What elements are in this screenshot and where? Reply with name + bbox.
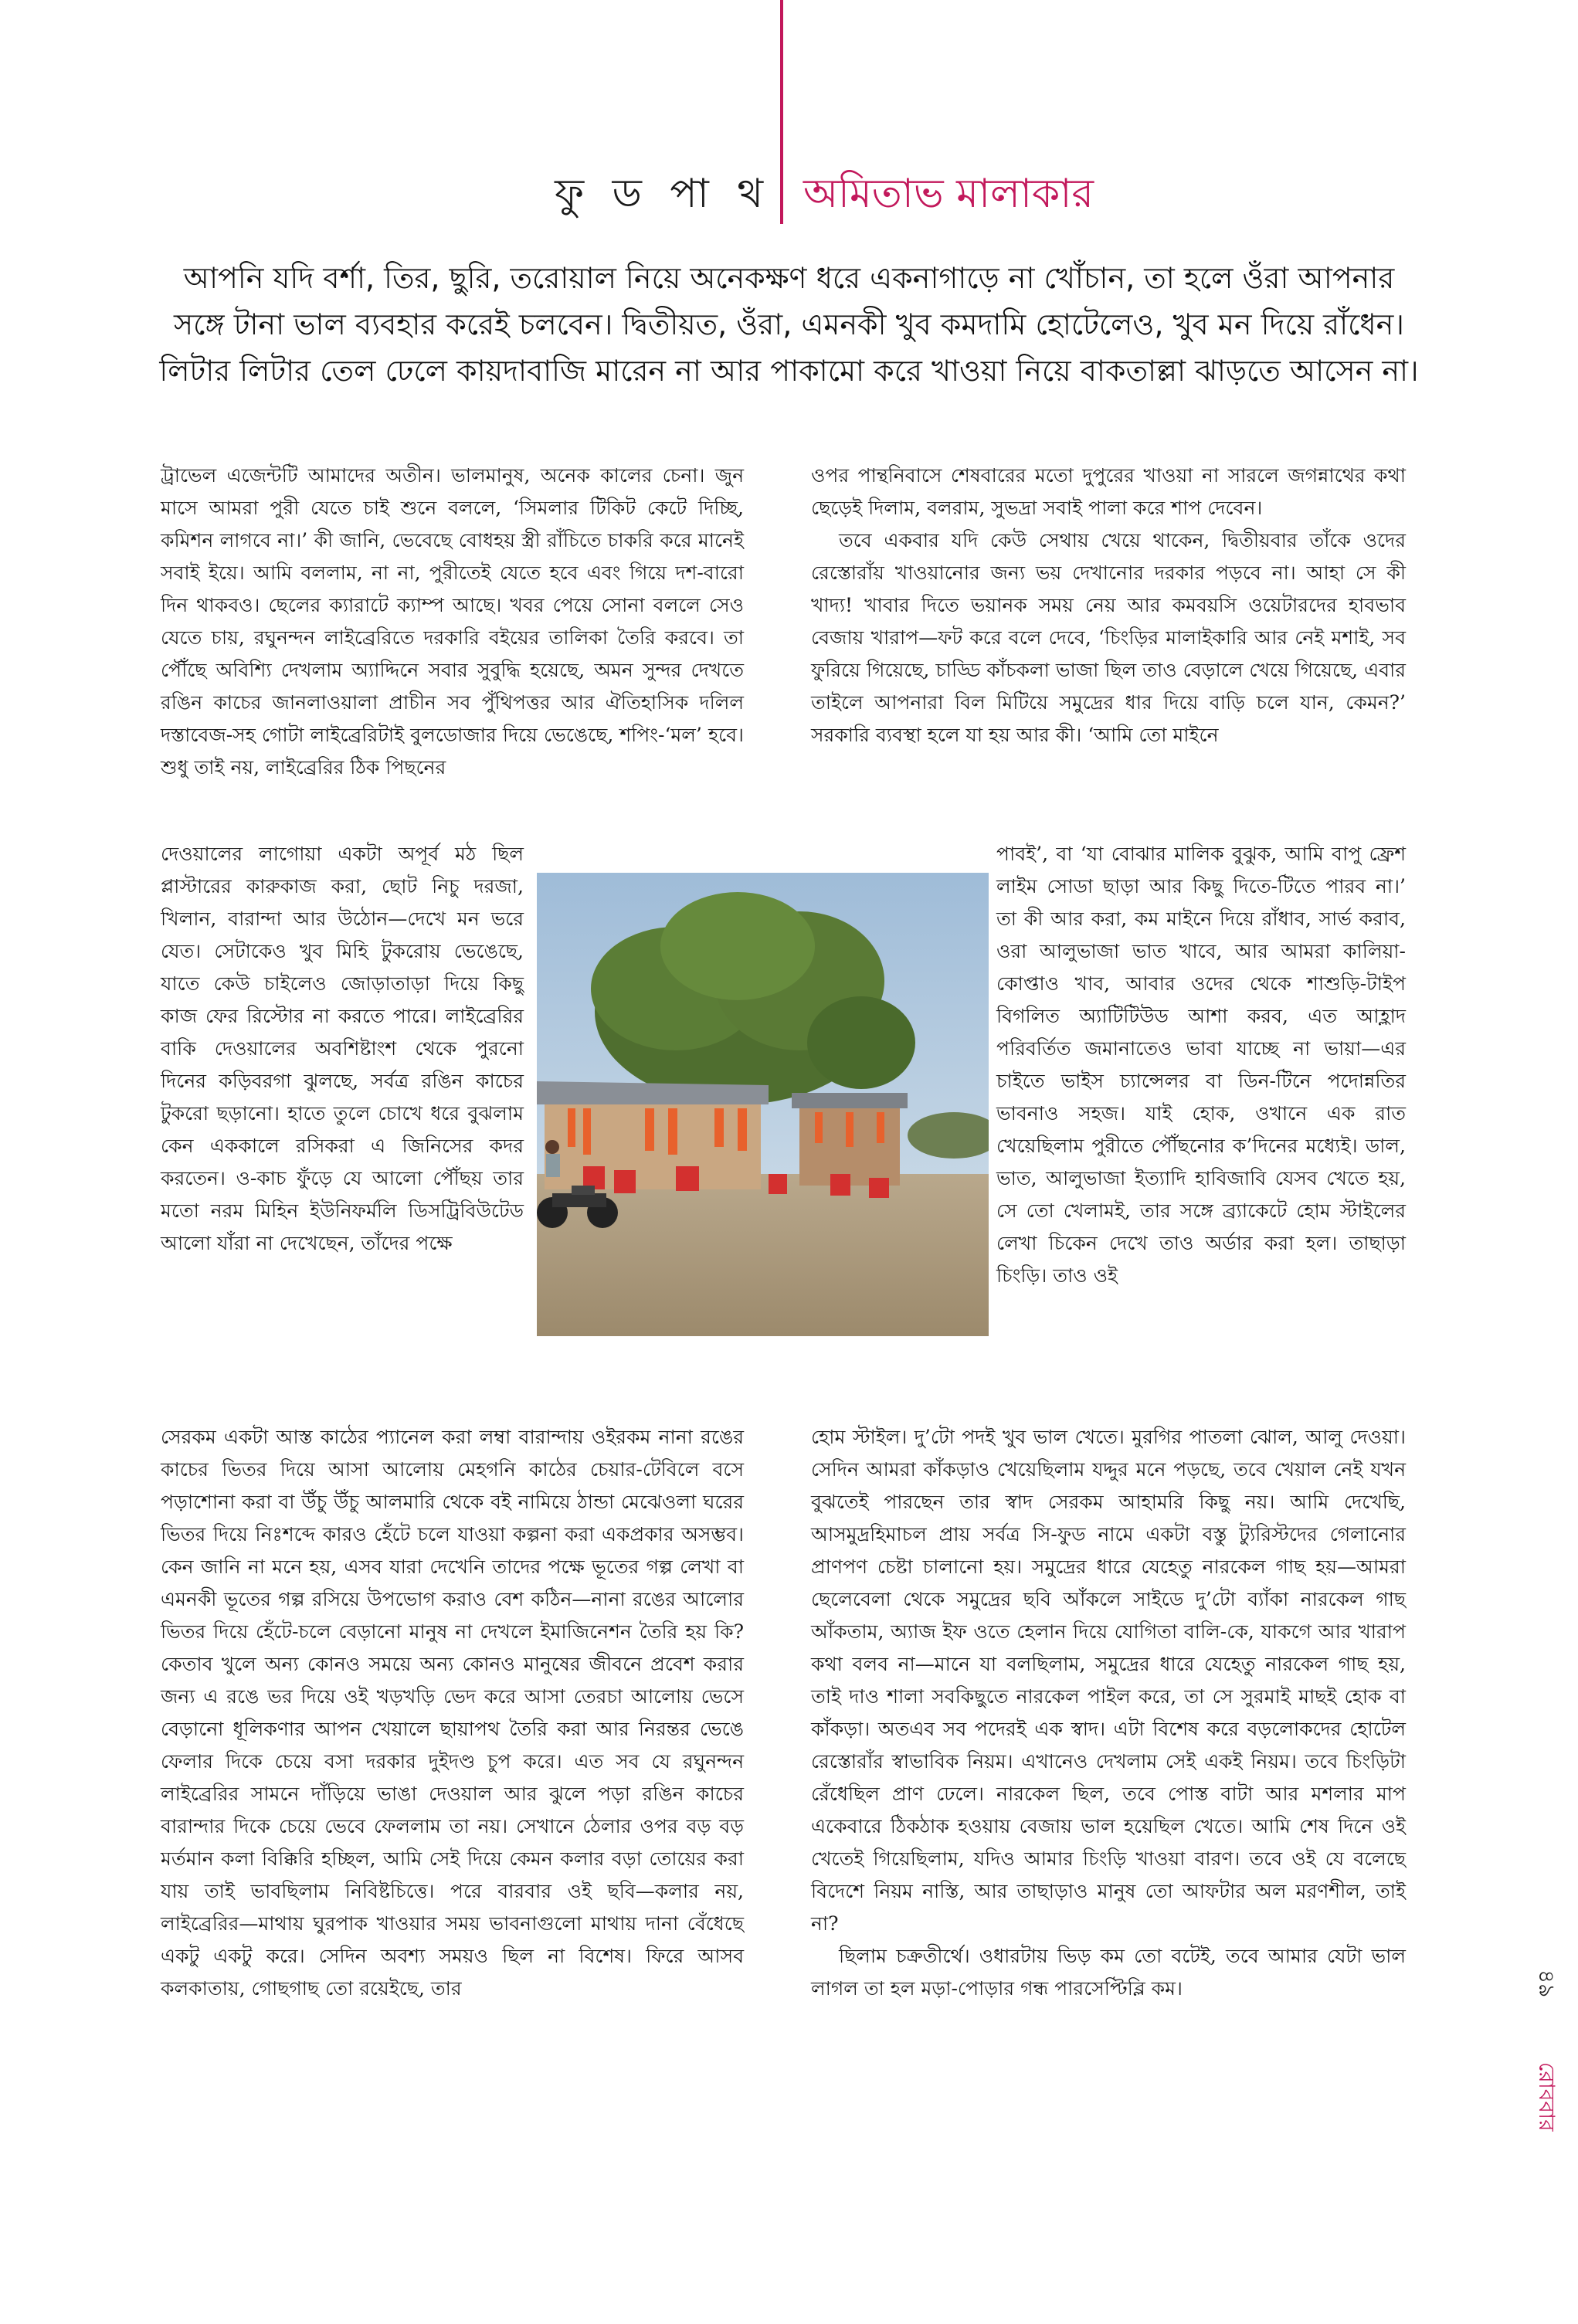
- author-name: অমিতাভ মালাকার: [803, 171, 1094, 217]
- paragraph: হোম স্টাইল। দু’টো পদই খুব ভাল খেতে। মুরগির পাতলা ঝোল, আলু দেওয়া। সেদিন আমরা কাঁকড়াও খেয়েছিলাম যদ্দুর মনে পড়ছে, তবে খেয়াল নেই যখন বুঝতেই পারছেন তার স্বাদ সেরকম আহামরি কিছু নয়। আমি দেখেছি, আসমুদ্রহিমাচল প্রায় সর্বত্র সি-ফুড নামে একটা বস্তু ট্যুরিস্টদের গেলানোর প্রাণপণ চেষ্টা চালানো হয়। সমুদ্রের ধারে যেহেতু নারকেল গাছ হয়—আমরা ছেলেবেলা থেকে সমুদ্রের ছবি আঁকলে সাইডে দু’টো ব্যাঁকা নারকেল গাছ আঁকতাম, অ্যাজ ইফ ওতে হেলান দিয়ে যোগিতা বালি-কে, যাকগে আর খারাপ কথা বলব না—মানে যা বলছিলাম, সমুদ্রের ধারে যেহেতু নারকেল গাছ হয়, তাই দাও শালা সবকিছুতে নারকেল পাইল করে, তা সে সুরমাই মাছই হোক বা কাঁকড়া। অতএব সব পদেরই এক স্বাদ। এটা বিশেষ করে বড়লোকদের হোটেল রেস্তোরাঁর স্বাভাবিক নিয়ম। এখানেও দেখলাম সেই একই নিয়ম। তবে চিংড়িটা রেঁধেছিল প্রাণ ঢেলে। নারকেল ছিল, তবে পোস্ত বাটা আর মশলার মাপ একেবারে ঠিকঠাক হওয়ায় বেজায় ভাল হয়েছিল খেতে। আমি শেষ দিনে ওই খেতেই গিয়েছিলাম, যদিও আমার চিংড়ি খাওয়া বারণ। তবে ওই যে বলেছে বিদেশে নিয়ম নাস্তি, আর তাছাড়াও মানুষ তো আফটার অল মরণশীল, তাই না?: [811, 1426, 1406, 1935]
- shed-roof: [537, 1081, 769, 1104]
- section-title: ফু ড পা থ: [555, 171, 771, 217]
- page-number: ৪৯: [1534, 1969, 1559, 1998]
- intro-standfirst: আপনি যদি বর্শা, তির, ছুরি, তরোয়াল নিয়ে অনেকক্ষণ ধরে একনাগাড়ে না খোঁচান, তা হলে ওঁরা আপনার সঙ্গে টানা ভাল ব্যবহার করেই চলবেন। দ্বিতীয়ত, ওঁরা, এমনকী খুব কমদামি হোটেলেও, খুব মন দিয়ে রাঁধেন। লিটার লিটার তেল ঢেলে কায়দাবাজি মারেন না আর পাকামো করে খাওয়া নিয়ে বাকতাল্লা ঝাড়তে আসেন না।: [159, 261, 1419, 388]
- body-column-left-bottom: [161, 1421, 744, 2005]
- paragraph: দেওয়ালের লাগোয়া একটা অপূর্ব মঠ ছিল প্লাস্টারের কারুকাজ করা, ছোট নিচু দরজা, খিলান, বারান্দা আর উঠোন—দেখে মন ভরে যেত। সেটাকেও খুব মিহি টুকরোয় ভেঙেছে, যাতে কেউ চাইলেও জোড়াতাড়া দিয়ে কিছু কাজ ফের রিস্টোর না করতে পারে। লাইব্রেরির বাকি দেওয়ালের অবশিষ্টাংশ থেকে পুরনো দিনের কড়িবরগা ঝুলছে, সর্বত্র রঙিন কাচের টুকরো ছড়ানো। হাতে তুলে চোখে ধরে বুঝলাম কেন এককালে রসিকরা এ জিনিসের কদর করতেন। ও-কাচ ফুঁড়ে যে আলো পৌঁছয় তার মতো নরম মিহিন ইউনিফর্মলি ডিসট্রিবিউটেড আলো যাঁরা না দেখেছেন, তাঁদের পক্ষে: [161, 843, 524, 1254]
- folio: [1533, 1969, 1564, 2186]
- paragraph: পাবই’, বা ‘যা বোঝার মালিক বুঝুক, আমি বাপু ফ্রেশ লাইম সোডা ছাড়া আর কিছু দিতে-টিতে পারব না।’ তা কী আর করা, কম মাইনে দিয়ে রাঁধাব, সার্ভ করাব, ওরা আলুভাজা ভাত খাবে, আর আমরা কালিয়া-কোপ্তাও খাব, আবার ওদের থেকে শাশুড়ি-টাইপ বিগলিত অ্যাটিটিউড আশা করব, এত আহ্লাদ পরিবর্তিত জমানাতেও ভাবা যাচ্ছে না ভায়া—এর চাইতে ভাইস চ্যান্সেলর বা ডিন-টিনে পদোন্নতির ভাবনাও সহজ। যাই হোক, ওখানে এক রাত খেয়েছিলাম পুরীতে পৌঁছনোর ক’দিনের মধ্যেই। ডাল, ভাত, আলুভাজা ইত্যাদি হাবিজাবি যেসব খেতে হয়, সে তো খেলামই, তার সঙ্গে ব্র্যাকেটে হোম স্টাইলের লেখা চিকেন দেখে তাও অর্ডার করা হল। তাছাড়া চিংড়ি। তাও ওই: [996, 843, 1406, 1287]
- paragraph: তবে একবার যদি কেউ সেথায় খেয়ে থাকেন, দ্বিতীয়বার তাঁকে ওদের রেস্তোরাঁয় খাওয়ানোর জন্য ভয় দেখানোর দরকার পড়বে না। আহা সে কী খাদ্য! খাবার দিতে ভয়ানক সময় নেয় আর কমবয়সি ওয়েটারদের হাবভাব বেজায় খারাপ—ফট করে বলে দেবে, ‘চিংড়ির মালাইকারি আর নেই মশাই, সব ফুরিয়ে গিয়েছে, চাড্ডি কাঁচকলা ভাজা ছিল তাও বেড়ালে খেয়ে গিয়েছে, এবার তাইলে আপনারা বিল মিটিয়ে সমুদ্রের ধার দিয়ে বাড়ি চলে যান, কেমন?’ সরকারি ব্যবস্থা হলে যা হয় আর কী। ‘আমি তো মাইনে: [811, 529, 1406, 746]
- body-column-right-bottom: [811, 1421, 1406, 2005]
- photo-illustration: [537, 873, 989, 1336]
- magazine-name: রোববার: [1534, 2062, 1559, 2132]
- seated-person: [545, 1140, 560, 1177]
- paragraph: ট্রাভেল এজেন্টটি আমাদের অতীন। ভালমানুষ, অনেক কালের চেনা। জুন মাসে আমরা পুরী যেতে চাই শুনে বললে, ‘সিমলার টিকিট কেটে দিচ্ছি, কমিশন লাগবে না।’ কী জানি, ভেবেছে বোধহয় স্ত্রী রাঁচিতে চাকরি করে মানেই সবাই ইয়ে। আমি বললাম, না না, পুরীতেই যেতে হবে এবং গিয়ে দশ-বারো দিন থাকবও। ছেলের ক্যারাটে ক্যাম্প আছে। খবর পেয়ে সোনা বললে সেও যেতে চায়, রঘুনন্দন লাইব্রেরিতে দরকারি বইয়ের তালিকা তৈরি করবে। তা পৌঁছে অবিশ্যি দেখলাম অ্যাদ্দিনে সবার সুবুদ্ধি হয়েছে, অমন সুন্দর দেখতে রঙিন কাচের জানলাওয়ালা প্রাচীন সব পুঁথিপত্তর আর ঐতিহাসিক দলিল দস্তাবেজ-সহ গোটা লাইব্রেরিটাই বুলডোজার দিয়ে ভেঙেছে, শপিং-‘মল’ হবে। শুধু তাই নয়, লাইব্রেরির ঠিক পিছনের: [161, 464, 744, 779]
- body-column-right-top: [811, 460, 1406, 751]
- header: [0, 154, 1578, 224]
- paragraph: সেরকম একটা আস্ত কাঠের প্যানেল করা লম্বা বারান্দায় ওইরকম নানা রঙের কাচের ভিতর দিয়ে আসা আলোয় মেহগনি কাঠের চেয়ার-টেবিলে বসে পড়াশোনা করা বা উঁচু উঁচু আলমারি থেকে বই নামিয়ে ঠান্ডা মেঝেওলা ঘরের ভিতর দিয়ে নিঃশব্দে কারও হেঁটে চলে যাওয়া কল্পনা করা একপ্রকার অসম্ভব। কেন জানি না মনে হয়, এসব যারা দেখেনি তাদের পক্ষে ভূতের গল্প লেখা বা এমনকী ভূতের গল্প রসিয়ে উপভোগ করাও বেশ কঠিন—নানা রঙের আলোর ভিতর দিয়ে হেঁটে-চলে বেড়ানো মানুষ না দেখলে ইমাজিনেশন তৈরি হয় কি? কেতাব খুলে অন্য কোনও সময়ে অন্য কোনও মানুষের জীবনে প্রবেশ করার জন্য এ রঙে ভর দিয়ে ওই খড়খড়ি ভেদ করে আসা তেরচা আলোয় ভেসে বেড়ানো ধূলিকণার আপন খেয়ালে ছায়াপথ তৈরি করা আর নিরন্তর ভেঙে ফেলার দিকে চেয়ে বসা দরকার দুইদণ্ড চুপ করে। এত সব যে রঘুনন্দন লাইব্রেরির সামনে দাঁড়িয়ে ভাঙা দেওয়াল আর ঝুলে পড়া রঙিন কাচের বারান্দার দিকে চেয়ে ভেবে ফেললাম তা নয়। সেখানে ঠেলার ওপর বড় বড় মর্তমান কলা বিক্কিরি হচ্ছিল, আমি সেই দিয়ে কেমন কলার বড়া তোয়ের করা যায় তাই ভাবছিলাম নিবিষ্টচিত্তে। পরে বারবার ওই ছবি—কলার নয়, লাইব্রেরির—মাথায় ঘুরপাক খাওয়ার সময় ভাবনাগুলো মাথায় দানা বেঁধেছে একটু একটু করে। সেদিন অবশ্য সময়ও ছিল না বিশেষ। ফিরে আসব কলকাতায়, গোছগাছ তো রয়েইছে, তার: [161, 1426, 744, 2000]
- body-column-left-wrap: [161, 838, 524, 1260]
- shed-roof-right: [792, 1093, 908, 1108]
- paragraph: ওপর পান্থনিবাসে শেষবারের মতো দুপুরের খাওয়া না সারলে জগন্নাথের কথা ছেড়েই দিলাম, বলরাম, সুভদ্রা সবাই পালা করে শাপ দেবেন।: [811, 464, 1406, 519]
- body-column-right-wrap: [996, 838, 1406, 1292]
- paragraph: ছিলাম চক্রতীর্থে। ওধারটায় ভিড় কম তো বটেই, তবে আমার যেটা ভাল লাগল তা হল মড়া-পোড়ার গন্ধ পারসেপ্টিব্লি কম।: [811, 1945, 1406, 2000]
- body-column-left-top: [161, 460, 744, 784]
- roadside-eatery-photo: [537, 873, 989, 1336]
